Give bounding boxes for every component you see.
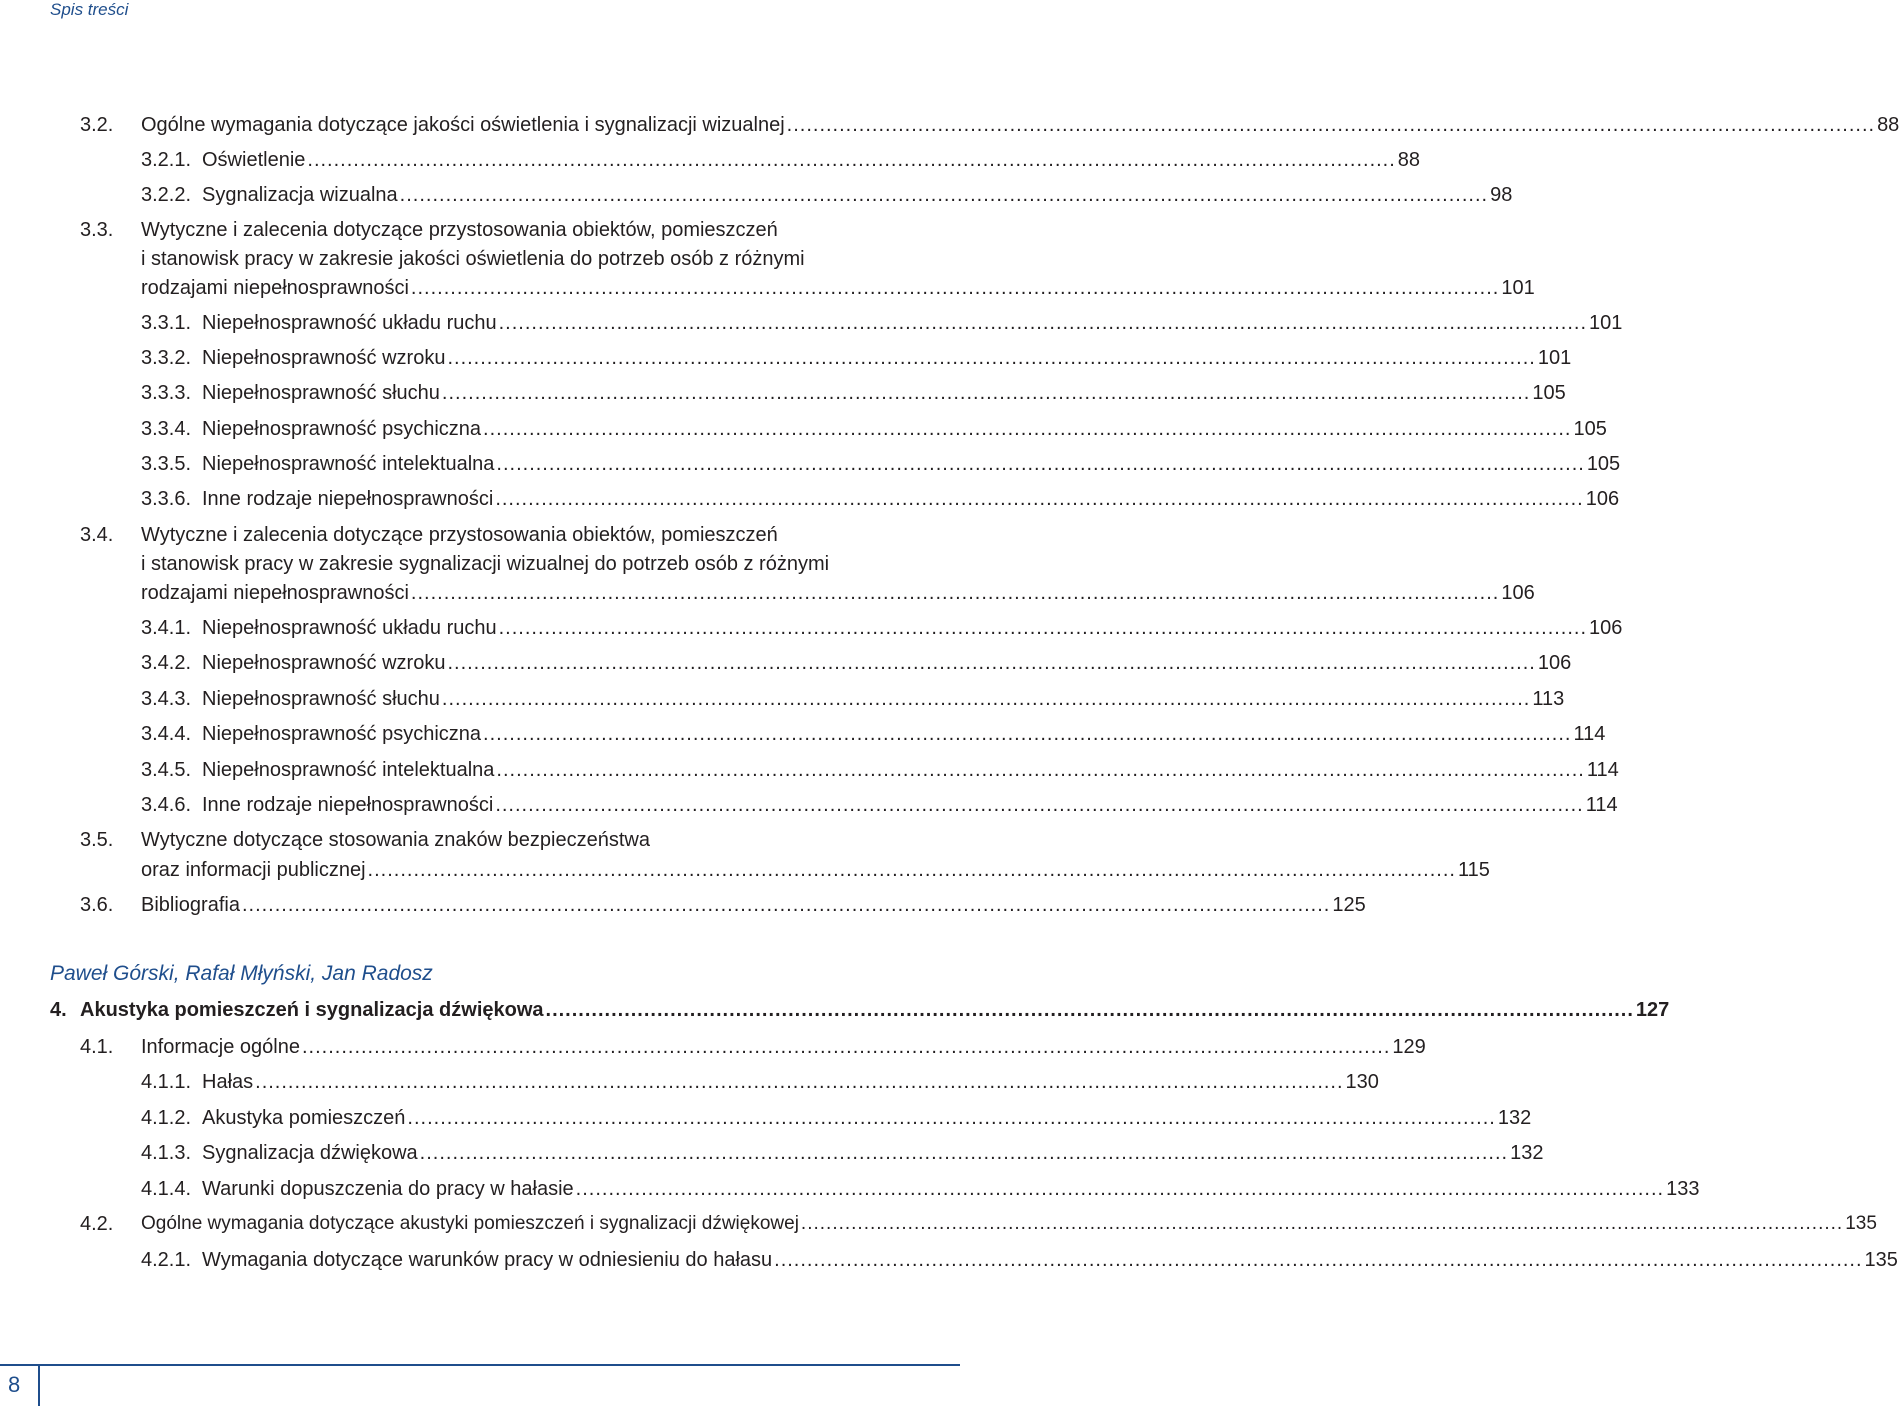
toc-entry-page: 98 <box>1490 184 1513 206</box>
toc-entry[interactable] <box>80 520 865 550</box>
toc-entry[interactable] <box>80 110 1899 140</box>
toc-entry-title: Niepełnosprawność intelektualna <box>202 759 495 781</box>
leader-dots: ...................................................................................................................................................................... <box>367 859 1456 881</box>
toc-entry[interactable] <box>141 1138 1544 1168</box>
toc-entry[interactable] <box>141 378 1566 408</box>
toc-entry-title: oraz informacji publicznej <box>141 859 366 881</box>
toc-entry-number: 3.5. <box>80 829 114 851</box>
footer-rule-vertical <box>38 1364 40 1406</box>
leader-dots: ...................................................................................................................................................................... <box>483 418 1572 440</box>
toc-entry-page: 105 <box>1532 382 1566 404</box>
toc-entry[interactable] <box>80 1032 1426 1062</box>
leader-dots: ...................................................................................................................................................................... <box>498 312 1588 334</box>
toc-entry-number: 3.3. <box>80 219 114 241</box>
toc-entry-title: Niepełnosprawność słuchu <box>202 688 440 710</box>
toc-entry-page: 106 <box>1501 582 1535 604</box>
toc-entry[interactable] <box>141 1103 1532 1133</box>
toc-entry-number: 4.1. <box>80 1036 114 1058</box>
toc-entry-page: 114 <box>1573 723 1606 745</box>
toc-entry-page: 106 <box>1589 617 1623 639</box>
toc-entry-title: Niepełnosprawność psychiczna <box>202 723 482 745</box>
toc-entry-page: 101 <box>1537 347 1572 369</box>
toc-entry-number: 4.1.4. <box>141 1178 192 1200</box>
toc-entry-page: 101 <box>1501 277 1535 299</box>
toc-entry-continuation[interactable] <box>141 273 1535 303</box>
toc-entry-page: 132 <box>1497 1107 1532 1129</box>
toc-entry[interactable] <box>80 1209 1877 1239</box>
toc-entry[interactable] <box>80 890 1366 920</box>
toc-entry-page: 132 <box>1510 1142 1544 1164</box>
toc-entry-page: 113 <box>1532 688 1565 710</box>
toc-entry-page: 133 <box>1666 1178 1700 1200</box>
toc-entry[interactable] <box>141 414 1607 444</box>
toc-entry-number: 3.4.6. <box>141 794 192 816</box>
footer-rule <box>0 1364 960 1366</box>
toc-entry[interactable] <box>141 1245 1898 1275</box>
toc-entry-title-line: Wytyczne i zalecenia dotyczące przystosowania obiektów, pomieszczeń <box>141 524 778 546</box>
toc-entry[interactable] <box>141 308 1623 338</box>
leader-dots: ...................................................................................................................................................................... <box>545 999 1634 1021</box>
toc-entry-title: Oświetlenie <box>202 149 306 171</box>
leader-dots: ...................................................................................................................................................................... <box>241 894 1331 916</box>
toc-entry[interactable] <box>141 449 1621 479</box>
toc-entry-page: 88 <box>1877 114 1899 136</box>
page-number: 8 <box>8 1372 21 1397</box>
toc-entry-page: 105 <box>1573 418 1607 440</box>
leader-dots: ...................................................................................................................................................................... <box>447 652 1536 674</box>
toc-entry-number: 4. <box>50 999 67 1021</box>
toc-entry-title: Sygnalizacja dźwiękowa <box>202 1142 418 1164</box>
toc-entry-page: 135 <box>1864 1249 1898 1271</box>
toc-entry-continuation[interactable] <box>141 578 1535 608</box>
leader-dots: ...................................................................................................................................................................... <box>483 723 1572 745</box>
toc-entry-continuation[interactable] <box>141 855 1490 885</box>
toc-entry-title-line: i stanowisk pracy w zakresie sygnalizacji wizualnej do potrzeb osób z różnymi <box>141 553 830 575</box>
leader-dots: ...................................................................................................................................................................... <box>447 347 1536 369</box>
toc-entry-title-line: Wytyczne i zalecenia dotyczące przystosowania obiektów, pomieszczeń <box>141 219 778 241</box>
toc-entry-number: 3.4.1. <box>141 617 192 639</box>
running-title: Spis treści <box>50 0 129 19</box>
leader-dots: ...................................................................................................................................................................... <box>441 688 1531 710</box>
toc-entry-page: 115 <box>1457 859 1490 881</box>
toc-entry-number: 3.3.5. <box>141 453 192 475</box>
toc-entry-number: 4.1.1. <box>141 1071 192 1093</box>
toc-entry[interactable] <box>141 145 1421 175</box>
chapter-authors: Paweł Górski, Rafał Młyński, Jan Radosz <box>50 962 433 985</box>
toc-entry-title: Niepełnosprawność wzroku <box>202 652 446 674</box>
toc-entry-title: Inne rodzaje niepełnosprawności <box>202 488 494 510</box>
leader-dots: ...................................................................................................................................................................... <box>495 488 1584 510</box>
leader-dots: ...................................................................................................................................................................... <box>774 1249 1863 1271</box>
toc-entry-title: Bibliografia <box>141 894 240 916</box>
toc-entry-number: 3.3.1. <box>141 312 192 334</box>
leader-dots: ...................................................................................................................................................................... <box>498 617 1588 639</box>
toc-entry[interactable] <box>141 343 1572 373</box>
leader-dots: ...................................................................................................................................................................... <box>800 1213 1844 1234</box>
toc-entry-title: Niepełnosprawność psychiczna <box>202 418 482 440</box>
toc-entry-title: Niepełnosprawność intelektualna <box>202 453 495 475</box>
toc-entry-page: 105 <box>1586 453 1621 475</box>
toc-entry-number: 3.3.6. <box>141 488 192 510</box>
toc-entry-title: Informacje ogólne <box>141 1036 300 1058</box>
toc-entry-title: Niepełnosprawność układu ruchu <box>202 312 497 334</box>
leader-dots: ...................................................................................................................................................................... <box>496 453 1585 475</box>
toc-entry-page: 127 <box>1635 999 1670 1021</box>
toc-entry-title-line: Wytyczne dotyczące stosowania znaków bezpieczeństwa <box>141 829 650 851</box>
toc-entry[interactable] <box>141 1067 1379 1097</box>
toc-entry-number: 3.2.2. <box>141 184 192 206</box>
toc-entry-page: 106 <box>1585 488 1620 510</box>
leader-dots: ...................................................................................................................................................................... <box>399 184 1489 206</box>
toc-entry-page: 106 <box>1537 652 1572 674</box>
toc-entry-number: 3.4.5. <box>141 759 192 781</box>
toc-entry-number: 3.2. <box>80 114 114 136</box>
toc-entry-title: Akustyka pomieszczeń <box>202 1107 406 1129</box>
toc-entry-number: 4.1.2. <box>141 1107 192 1129</box>
toc-entry-title: rodzajami niepełnosprawności <box>141 582 409 604</box>
toc-entry[interactable] <box>141 719 1606 749</box>
toc-entry-number: 3.4.4. <box>141 723 192 745</box>
leader-dots: ...................................................................................................................................................................... <box>495 794 1584 816</box>
toc-entry-number: 3.4.2. <box>141 652 192 674</box>
leader-dots: ...................................................................................................................................................................... <box>410 582 1500 604</box>
toc-entry-title: Inne rodzaje niepełnosprawności <box>202 794 494 816</box>
toc-entry-title-line: i stanowisk pracy w zakresie jakości oświetlenia do potrzeb osób z różnymi <box>141 248 805 270</box>
toc-entry-page: 101 <box>1589 312 1623 334</box>
toc-entry-number: 4.1.3. <box>141 1142 192 1164</box>
toc-entry[interactable] <box>141 790 1618 820</box>
toc-entry-number: 4.2. <box>80 1213 114 1235</box>
toc-entry-title: Sygnalizacja wizualna <box>202 184 398 206</box>
leader-dots: ...................................................................................................................................................................... <box>301 1036 1391 1058</box>
toc-entry-title: Wymagania dotyczące warunków pracy w odniesieniu do hałasu <box>202 1249 773 1271</box>
toc-entry[interactable] <box>80 215 865 245</box>
toc-entry-page: 130 <box>1345 1071 1379 1093</box>
toc-entry-continuation <box>141 244 865 274</box>
leader-dots: ...................................................................................................................................................................... <box>307 149 1396 171</box>
leader-dots: ...................................................................................................................................................................... <box>419 1142 1509 1164</box>
toc-entry-number: 3.3.2. <box>141 347 192 369</box>
toc-entry-number: 3.6. <box>80 894 114 916</box>
toc-entry-number: 3.4. <box>80 524 114 546</box>
toc-entry[interactable] <box>141 755 1619 785</box>
toc-entry-page: 114 <box>1585 794 1618 816</box>
toc-entry-title: Niepełnosprawność układu ruchu <box>202 617 497 639</box>
toc-entry[interactable] <box>141 180 1513 210</box>
leader-dots: ...................................................................................................................................................................... <box>575 1178 1665 1200</box>
toc-entry-page: 125 <box>1332 894 1366 916</box>
toc-entry-title: Niepełnosprawność wzroku <box>202 347 446 369</box>
toc-chapter-entry[interactable] <box>50 995 1670 1025</box>
toc-entry[interactable] <box>141 484 1620 514</box>
toc-entry[interactable] <box>141 613 1623 643</box>
leader-dots: ...................................................................................................................................................................... <box>496 759 1585 781</box>
toc-entry-title: Hałas <box>202 1071 254 1093</box>
toc-entry-page: 88 <box>1397 149 1421 171</box>
toc-entry-number: 3.4.3. <box>141 688 192 710</box>
toc-entry-number: 4.2.1. <box>141 1249 192 1271</box>
toc-entry-number: 3.3.4. <box>141 418 192 440</box>
toc-entry-title: Ogólne wymagania dotyczące jakości oświetlenia i sygnalizacji wizualnej <box>141 114 785 136</box>
leader-dots: ...................................................................................................................................................................... <box>410 277 1500 299</box>
toc-entry-continuation <box>141 549 865 579</box>
leader-dots: ...................................................................................................................................................................... <box>441 382 1531 404</box>
toc-entry[interactable] <box>141 648 1572 678</box>
leader-dots: ...................................................................................................................................................................... <box>786 114 1876 136</box>
toc-entry[interactable] <box>141 684 1565 714</box>
toc-entry[interactable] <box>80 825 865 855</box>
toc-entry-number: 3.3.3. <box>141 382 192 404</box>
toc-entry-page: 135 <box>1845 1213 1877 1234</box>
toc-entry-title: Ogólne wymagania dotyczące akustyki pomieszczeń i sygnalizacji dźwiękowej <box>141 1213 799 1234</box>
toc-entry[interactable] <box>141 1174 1700 1204</box>
toc-entry-page: 129 <box>1392 1036 1426 1058</box>
toc-entry-number: 3.2.1. <box>141 149 192 171</box>
toc-entry-title: Niepełnosprawność słuchu <box>202 382 440 404</box>
toc-entry-page: 114 <box>1586 759 1619 781</box>
toc-entry-title: Akustyka pomieszczeń i sygnalizacja dźwiękowa <box>80 999 544 1021</box>
toc-entry-title: Warunki dopuszczenia do pracy w hałasie <box>202 1178 574 1200</box>
leader-dots: ...................................................................................................................................................................... <box>255 1071 1344 1093</box>
toc-entry-title: rodzajami niepełnosprawności <box>141 277 409 299</box>
leader-dots: ...................................................................................................................................................................... <box>407 1107 1496 1129</box>
